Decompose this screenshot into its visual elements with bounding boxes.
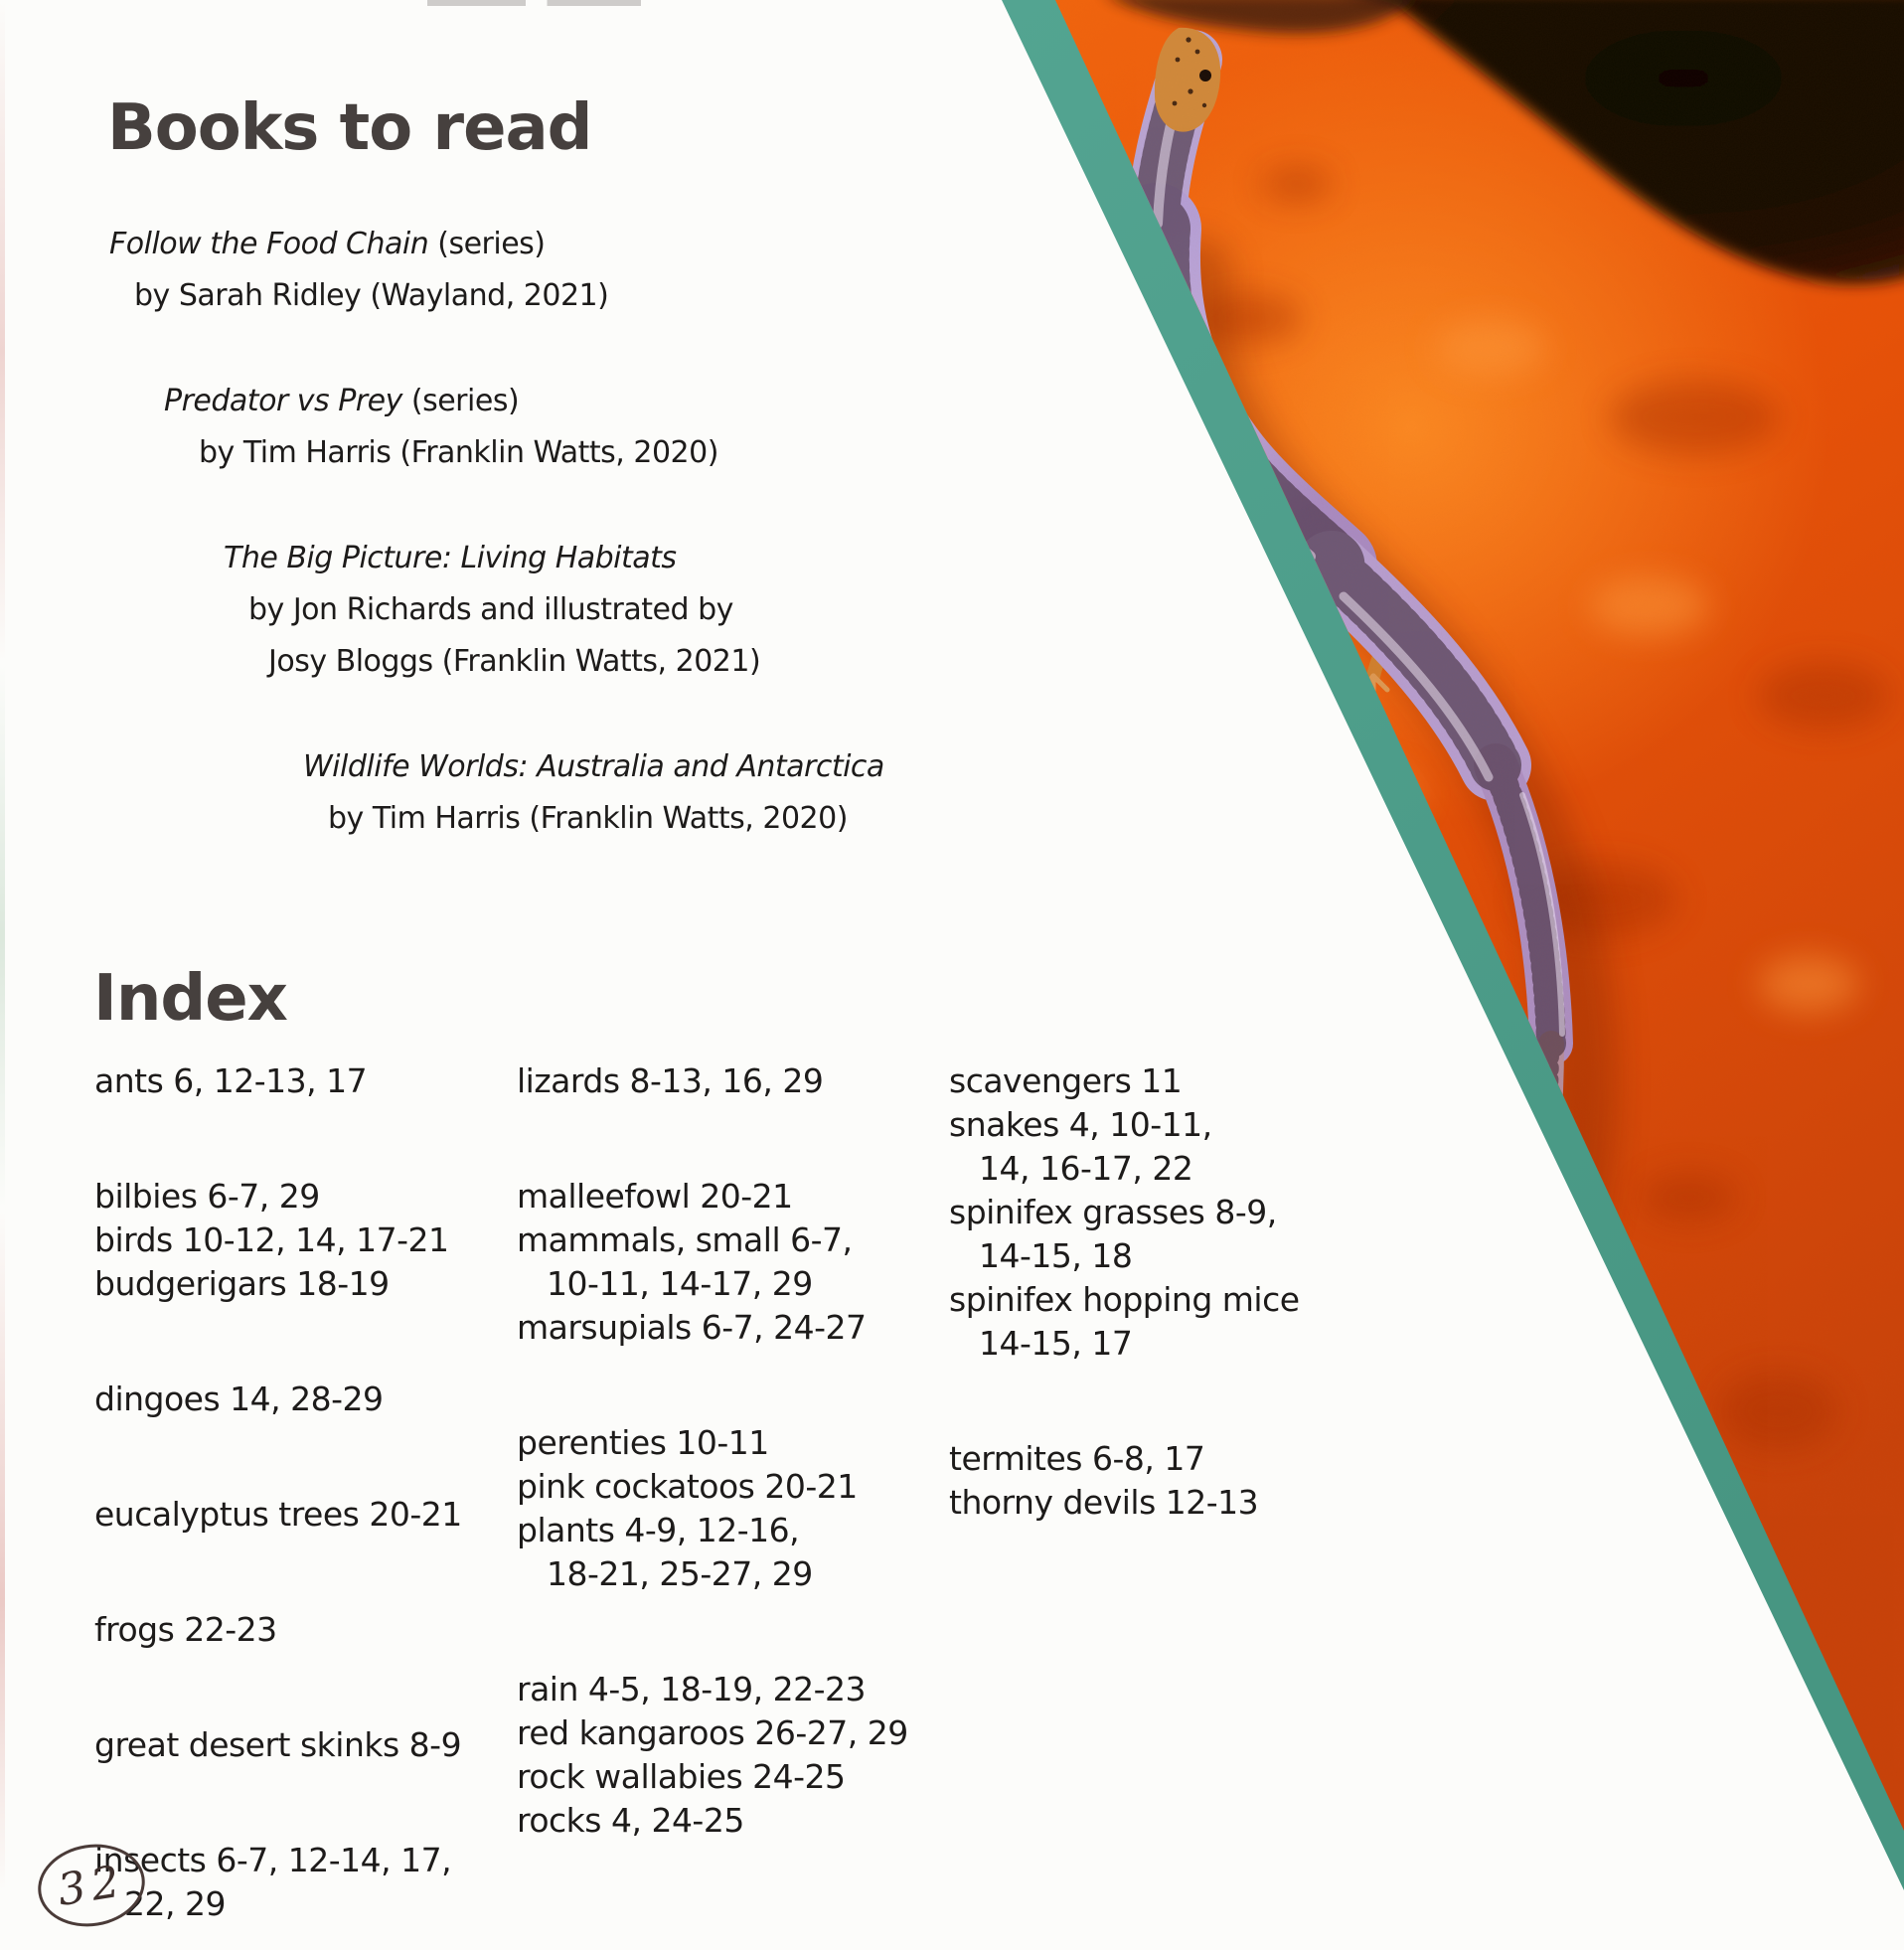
book-byline: by Tim Harris (Franklin Watts, 2020) <box>328 801 848 836</box>
books-list <box>0 219 994 898</box>
book-title-suffix: (series) <box>401 384 520 418</box>
index-entry: frogs 22-23 <box>94 1610 277 1649</box>
book-byline: by Jon Richards and illustrated by <box>248 592 733 627</box>
index-gap <box>517 1596 954 1668</box>
index-gap <box>517 1103 954 1175</box>
index-heading: Index <box>93 962 287 1036</box>
index-gap <box>94 1537 532 1608</box>
index-entry: red kangaroos 26-27, 29 <box>517 1713 908 1752</box>
index-entry: rocks 4, 24-25 <box>517 1801 744 1840</box>
index-entry: lizards 8-13, 16, 29 <box>517 1061 824 1100</box>
great-desert-skink-photo <box>994 0 1904 1950</box>
index-entry-continuation: 10-11, 14-17, 29 <box>547 1264 813 1303</box>
index-column-2 <box>517 1059 954 1843</box>
index-column-1 <box>94 1059 532 1926</box>
index-entry: birds 10-12, 14, 17-21 <box>94 1220 449 1259</box>
index-entry-continuation: 14-15, 17 <box>979 1324 1133 1363</box>
index-entry: perenties 10-11 <box>517 1423 769 1462</box>
book-title: The Big Picture: Living Habitats <box>224 541 677 575</box>
book-entry <box>0 741 994 845</box>
scan-top-edge-marks <box>427 0 641 6</box>
book-title-line <box>303 741 994 793</box>
index-entry: pink cockatoos 20-21 <box>517 1467 858 1506</box>
index-entry: ants 6, 12-13, 17 <box>94 1061 368 1100</box>
index-entry: dingoes 14, 28-29 <box>94 1380 384 1418</box>
index-gap <box>94 1652 532 1723</box>
index-entry: plants 4-9, 12-16, <box>517 1511 800 1549</box>
index-entry: marsupials 6-7, 24-27 <box>517 1308 867 1347</box>
index-entry: mammals, small 6-7, <box>517 1220 853 1259</box>
page-number-value: 32 <box>54 1855 129 1916</box>
book-title-line <box>109 219 994 270</box>
index-entry: termites 6-8, 17 <box>949 1439 1205 1478</box>
index-entry-continuation: 18-21, 25-27, 29 <box>547 1554 813 1593</box>
index-entry: bilbies 6-7, 29 <box>94 1177 320 1216</box>
index-entry-continuation: 14-15, 18 <box>979 1236 1133 1275</box>
index-gap <box>94 1103 532 1175</box>
index-entry: thorny devils 12-13 <box>949 1483 1259 1522</box>
book-title: Follow the Food Chain <box>109 227 429 261</box>
book-entry <box>0 533 994 688</box>
index-entry-continuation: 14, 16-17, 22 <box>979 1149 1193 1188</box>
index-entry: spinifex grasses 8-9, <box>949 1193 1277 1231</box>
books-to-read-heading: Books to read <box>107 91 592 165</box>
index-entry: snakes 4, 10-11, <box>949 1105 1212 1144</box>
index-gap <box>94 1306 532 1378</box>
index-entry: eucalyptus trees 20-21 <box>94 1495 462 1534</box>
book-title: Predator vs Prey <box>164 384 402 418</box>
index-entry: spinifex hopping mice <box>949 1280 1300 1319</box>
book-title-line <box>224 533 994 584</box>
index-entry: insects 6-7, 12-14, 17, <box>94 1841 452 1879</box>
book-byline: by Tim Harris (Franklin Watts, 2020) <box>199 435 718 470</box>
index-entry: rain 4-5, 18-19, 22-23 <box>517 1670 867 1708</box>
book-byline: by Sarah Ridley (Wayland, 2021) <box>134 278 609 313</box>
book-title-line <box>164 376 994 427</box>
index-gap <box>94 1767 532 1839</box>
index-gap <box>94 1421 532 1493</box>
index-entry: budgerigars 18-19 <box>94 1264 390 1303</box>
book-byline: Josy Bloggs (Franklin Watts, 2021) <box>268 644 761 679</box>
index-entry: scavengers 11 <box>949 1061 1183 1100</box>
index-entry-continuation: 22, 29 <box>124 1884 226 1923</box>
book-entry <box>0 376 994 479</box>
index-gap <box>517 1350 954 1421</box>
index-entry: malleefowl 20-21 <box>517 1177 793 1216</box>
index-entry: great desert skinks 8-9 <box>94 1725 462 1764</box>
index-entry: rock wallabies 24-25 <box>517 1757 846 1796</box>
book-entry <box>0 219 994 322</box>
book-title-suffix: (series) <box>428 227 546 261</box>
book-title: Wildlife Worlds: Australia and Antarctica <box>303 749 884 784</box>
